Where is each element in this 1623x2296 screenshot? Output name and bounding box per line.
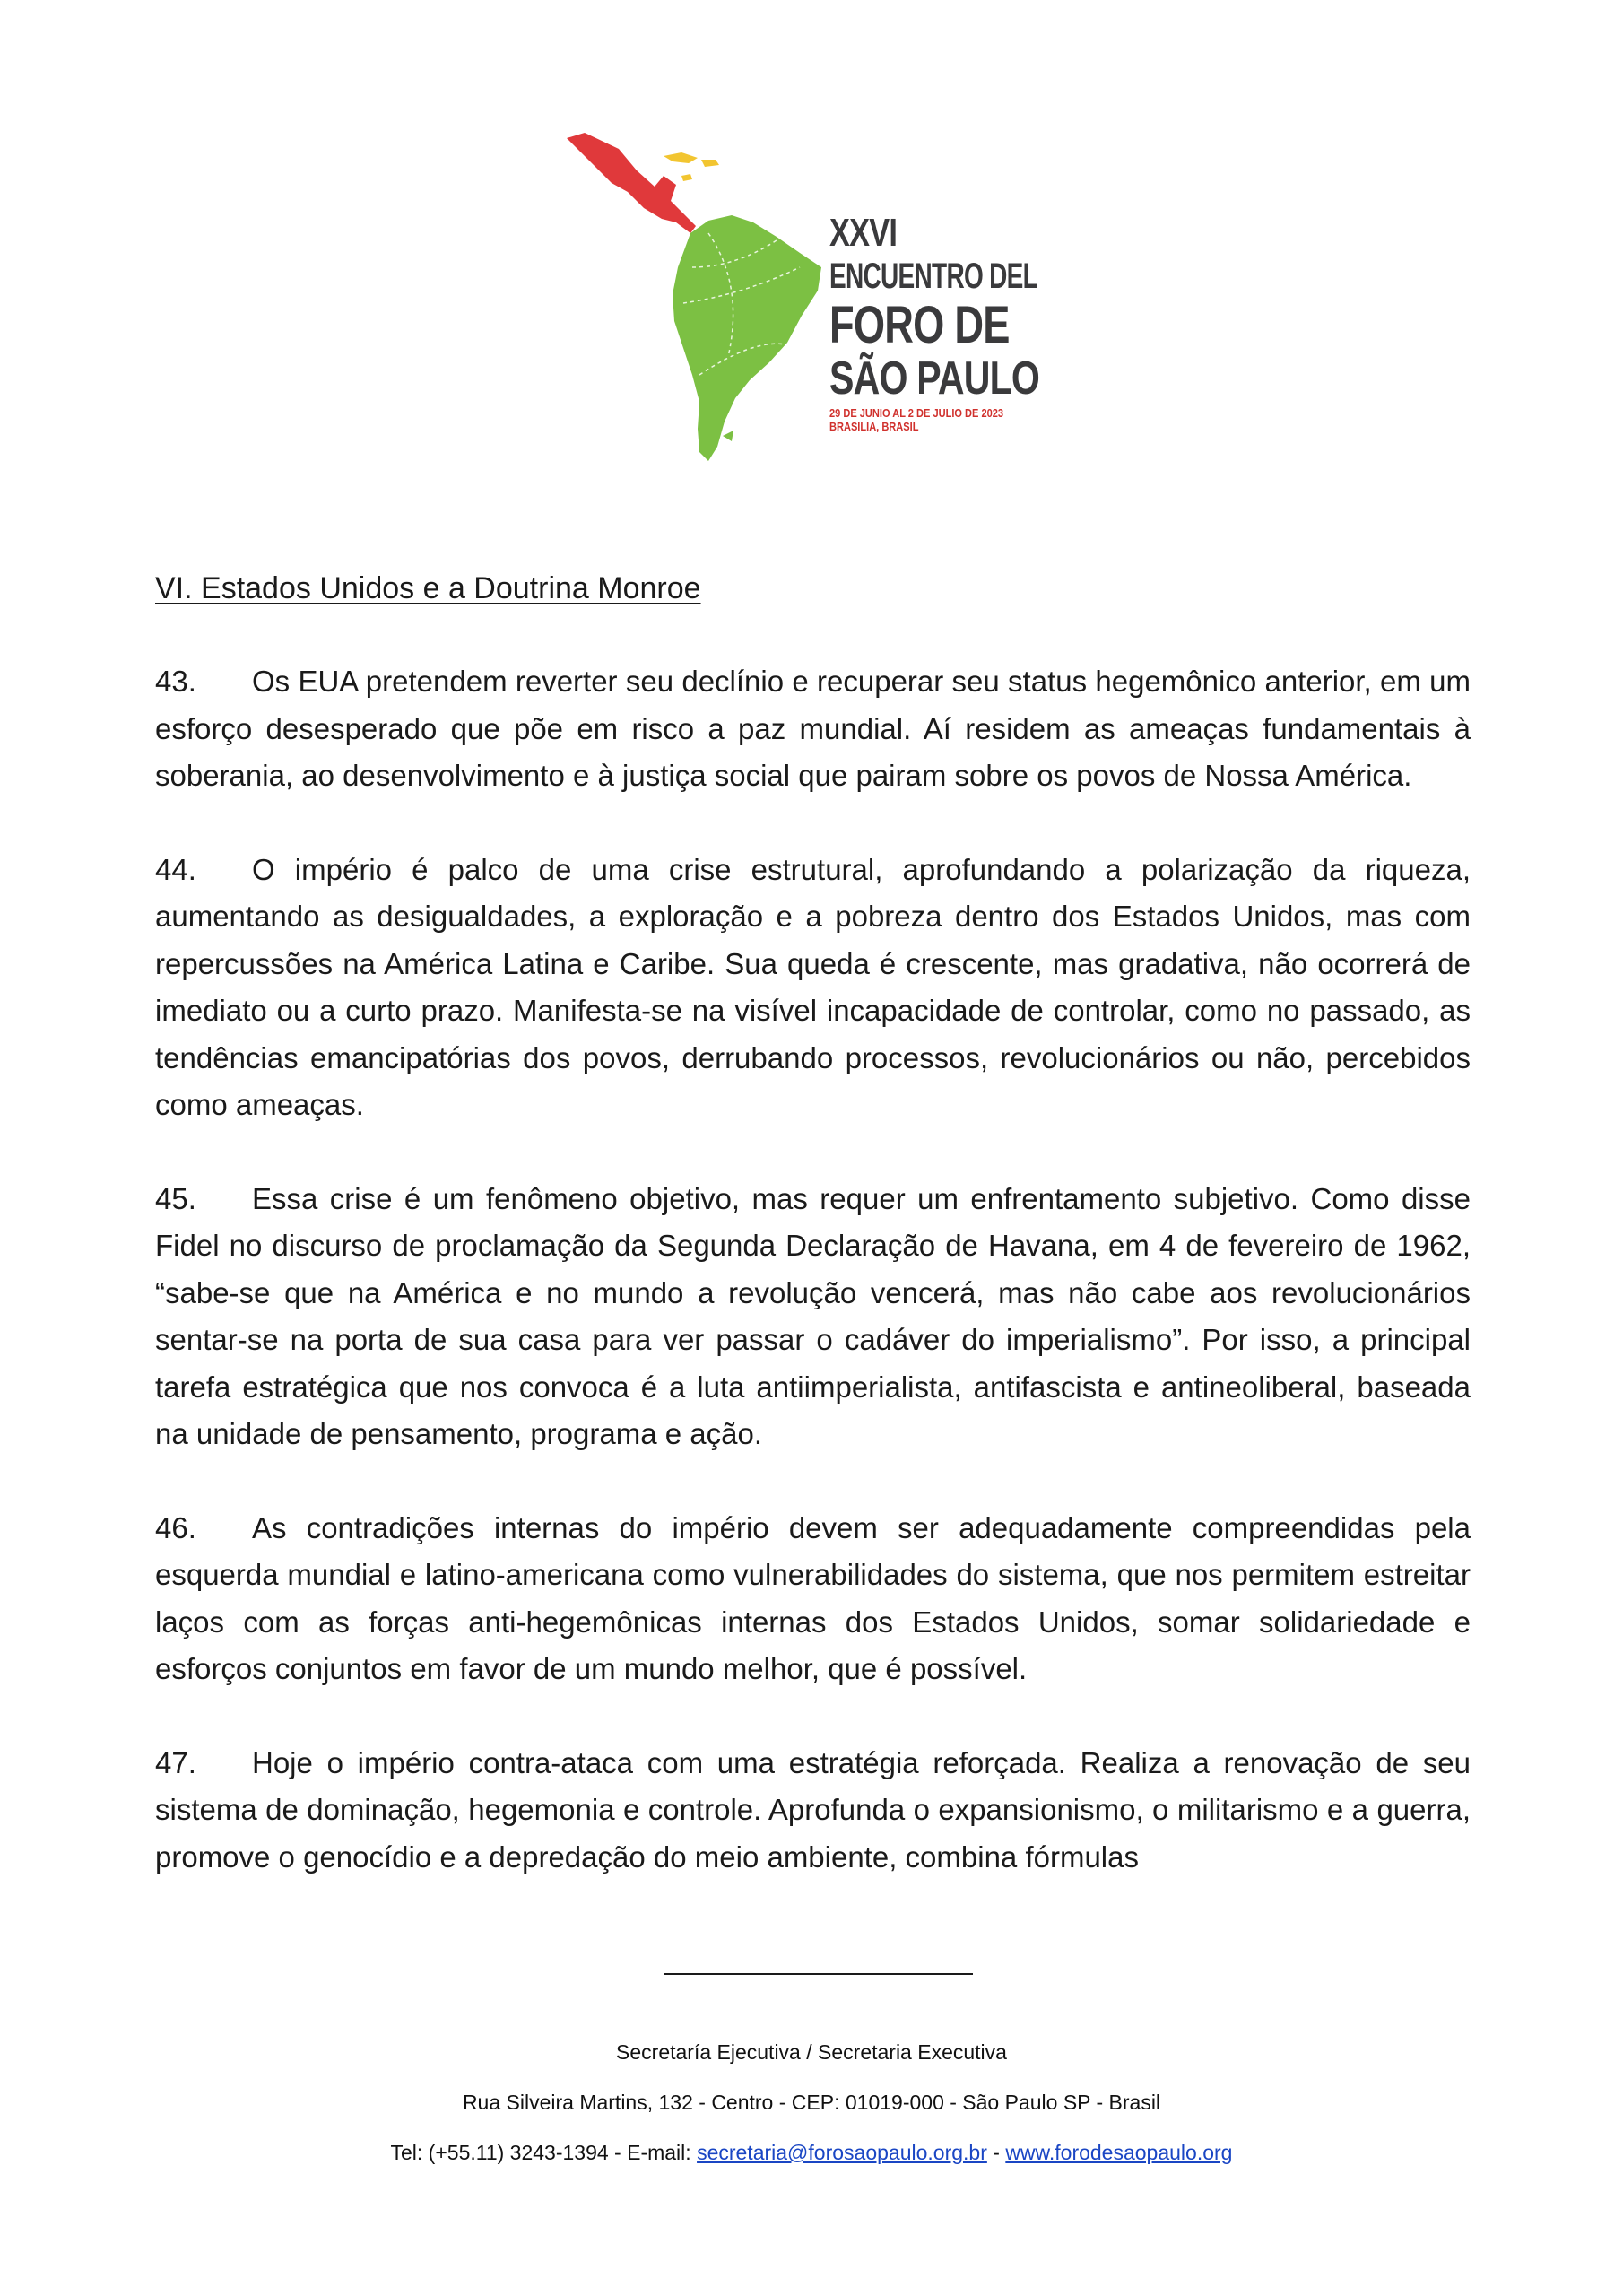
- logo-sao-paulo: SÃO PAULO: [829, 352, 1040, 404]
- paragraph-text: Os EUA pretendem reverter seu declínio e recuperar seu status hegemônico anterior, em um esforço desesperado que põe em risco a paz mundial. Aí residem as ameaças fundamentais à soberania, ao desenvolvimento e à justiça social que pairam sobre os povos de Nossa América.: [155, 665, 1471, 792]
- footer-tel: Tel: (+55.11) 3243-1394 - E-mail:: [390, 2141, 698, 2164]
- paragraph-44: [155, 847, 1471, 1129]
- footer-divider: [664, 1973, 973, 1975]
- logo-encuentro: ENCUENTRO DEL: [829, 257, 1038, 296]
- footer-email-link[interactable]: secretaria@forosaopaulo.org.br: [697, 2141, 987, 2164]
- paragraph-text: O império é palco de uma crise estrutural, aprofundando a polarização da riqueza, aumentando as desigualdades, a exploração e a pobreza dentro dos Estados Unidos, mas com repercussões na América Latina e Caribe. Sua queda é crescente, mas gradativa, não ocorrerá de imediato ou a curto prazo. Manifesta-se na visível incapacidade de controlar, como no passado, as tendências emancipatórias dos povos, derrubando processos, revolucionários ou não, percebidos como ameaças.: [155, 852, 1471, 1121]
- paragraph-number: 46.: [155, 1510, 196, 1544]
- footer-address: Rua Silveira Martins, 132 - Centro - CEP: 01019-000 - São Paulo SP - Brasil: [462, 2091, 1161, 2114]
- logo-date: 29 DE JUNIO AL 2 DE JULIO DE 2023: [829, 406, 1004, 420]
- footer-contact: [0, 2141, 1623, 2165]
- caribbean-shape: [701, 160, 719, 167]
- footer-website-link[interactable]: www.forodesaopaulo.org: [1005, 2141, 1233, 2164]
- central-america-shape: [567, 133, 696, 233]
- paragraph-text: Essa crise é um fenômeno objetivo, mas requer um enfrentamento subjetivo. Como disse Fidel no discurso de proclamação da Segunda Declaração de Havana, em 4 de fevereiro de 1962, “sabe-se que na América e no mundo a revolução vencerá, mas não cabe aos revolucionários sentar-se na porta de sua casa para ver passar o cadáver do imperialismo”. Por isso, a principal tarefa estratégica que nos convoca é a luta antiimperialista, antifascista e antineoliberal, baseada na unidade de pensamento, programa e ação.: [155, 1181, 1471, 1450]
- paragraph-number: 47.: [155, 1745, 196, 1779]
- paragraph-47: [155, 1740, 1471, 1882]
- paragraph-43: [155, 658, 1471, 800]
- caribbean-shape: [664, 152, 698, 163]
- footer-secretariat: Secretaría Ejecutiva / Secretaria Executiva: [616, 2040, 1007, 2064]
- paragraph-number: 43.: [155, 665, 196, 698]
- logo-edition: XXVI: [829, 211, 898, 255]
- logo-foro: FORO DE: [829, 296, 1010, 354]
- southern-tip-shape: [723, 430, 733, 441]
- paragraph-45: [155, 1176, 1471, 1458]
- logo-wordmark: [829, 213, 1072, 434]
- south-america-shape: [673, 215, 821, 461]
- paragraph-number: 45.: [155, 1181, 196, 1215]
- logo-place: BRASILIA, BRASIL: [829, 419, 919, 433]
- latin-america-map-icon: [565, 133, 825, 465]
- paragraph-text: Hoje o império contra-ataca com uma estratégia reforçada. Realiza a renovação de seu sistema de dominação, hegemonia e controle. Aprofunda o expansionismo, o militarismo e a guerra, promove o genocídio e a depredação do meio ambiente, combina fórmulas: [155, 1745, 1471, 1874]
- event-logo: [565, 133, 1067, 465]
- caribbean-shape: [681, 174, 692, 181]
- footer-separator: -: [986, 2141, 1006, 2164]
- section-heading: VI. Estados Unidos e a Doutrina Monroe: [155, 571, 701, 605]
- paragraph-text: As contradições internas do império devem ser adequadamente compreendidas pela esquerda mundial e latino-americana como vulnerabilidades do sistema, que nos permitem estreitar laços com as forças anti-hegemônicas internas dos Estados Unidos, somar solidariedade e esforços conjuntos em favor de um mundo melhor, que é possível.: [155, 1510, 1471, 1685]
- paragraph-number: 44.: [155, 852, 196, 886]
- paragraph-46: [155, 1505, 1471, 1693]
- document-body: [155, 565, 1471, 1927]
